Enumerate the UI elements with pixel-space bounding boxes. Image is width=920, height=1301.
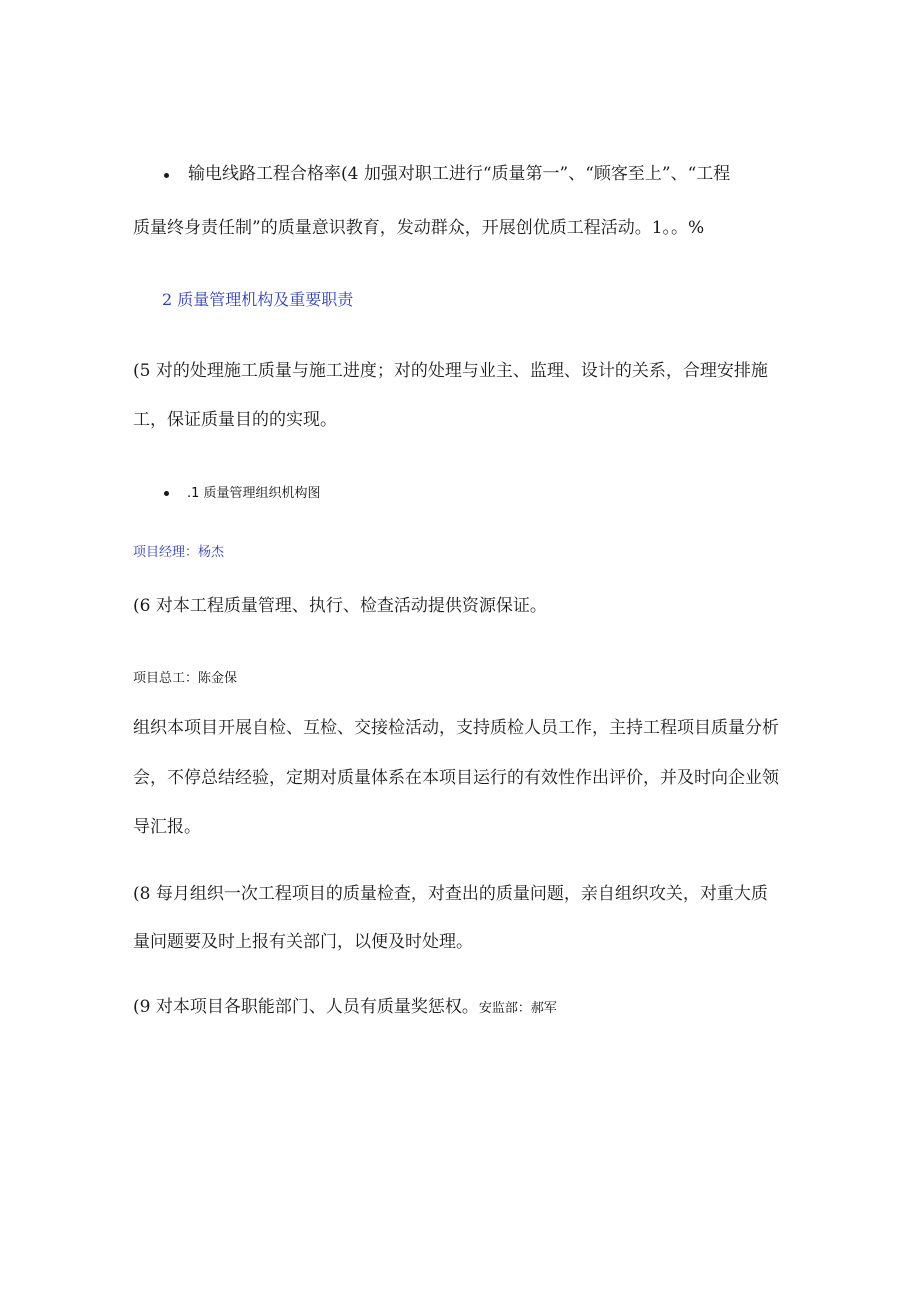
paragraph-line: 会，不停总结经验，定期对质量体系在本项目运行的有效性作出评价，并及时向企业领	[133, 768, 779, 788]
section-heading: 2 质量管理机构及重要职责	[162, 290, 354, 309]
subsection-heading: .1 质量管理组织机构图	[187, 486, 321, 501]
paragraph-line: 组织本项目开展自检、互检、交接检活动，支持质检人员工作，主持工程项目质量分析	[133, 718, 779, 738]
safety-dept-label: 安监部：郝军	[478, 1001, 557, 1016]
paragraph-line: 工，保证质量目的的实现。	[133, 410, 337, 430]
paragraph-line: 量问题要及时上报有关部门，以便及时处理。	[133, 932, 473, 952]
chief-engineer-label: 项目总工：陈金保	[133, 671, 238, 686]
paragraph-line: 输电线路工程合格率(4 加强对职工进行“质量第一”、“顾客至上”、“工程	[188, 164, 731, 184]
paragraph-line: (8 每月组织一次工程项目的质量检查，对查出的质量问题，亲自组织攻关，对重大质	[133, 884, 768, 904]
paragraph-line	[133, 997, 557, 1019]
paragraph-text: (9 对本项目各职能部门、人员有质量奖惩权。	[133, 997, 479, 1017]
paragraph-line: 导汇报。	[133, 817, 201, 837]
project-manager-label: 项目经理：杨杰	[133, 545, 225, 560]
bullet-dot	[164, 491, 169, 496]
paragraph-line: (6 对本工程质量管理、执行、检查活动提供资源保证。	[133, 596, 547, 616]
paragraph-line: (5 对的处理施工质量与施工进度；对的处理与业主、监理、设计的关系，合理安排施	[133, 361, 768, 381]
bullet-dot	[164, 173, 169, 178]
paragraph-line: 质量终身责任制”的质量意识教育，发动群众，开展创优质工程活动。1。。%	[133, 218, 705, 238]
